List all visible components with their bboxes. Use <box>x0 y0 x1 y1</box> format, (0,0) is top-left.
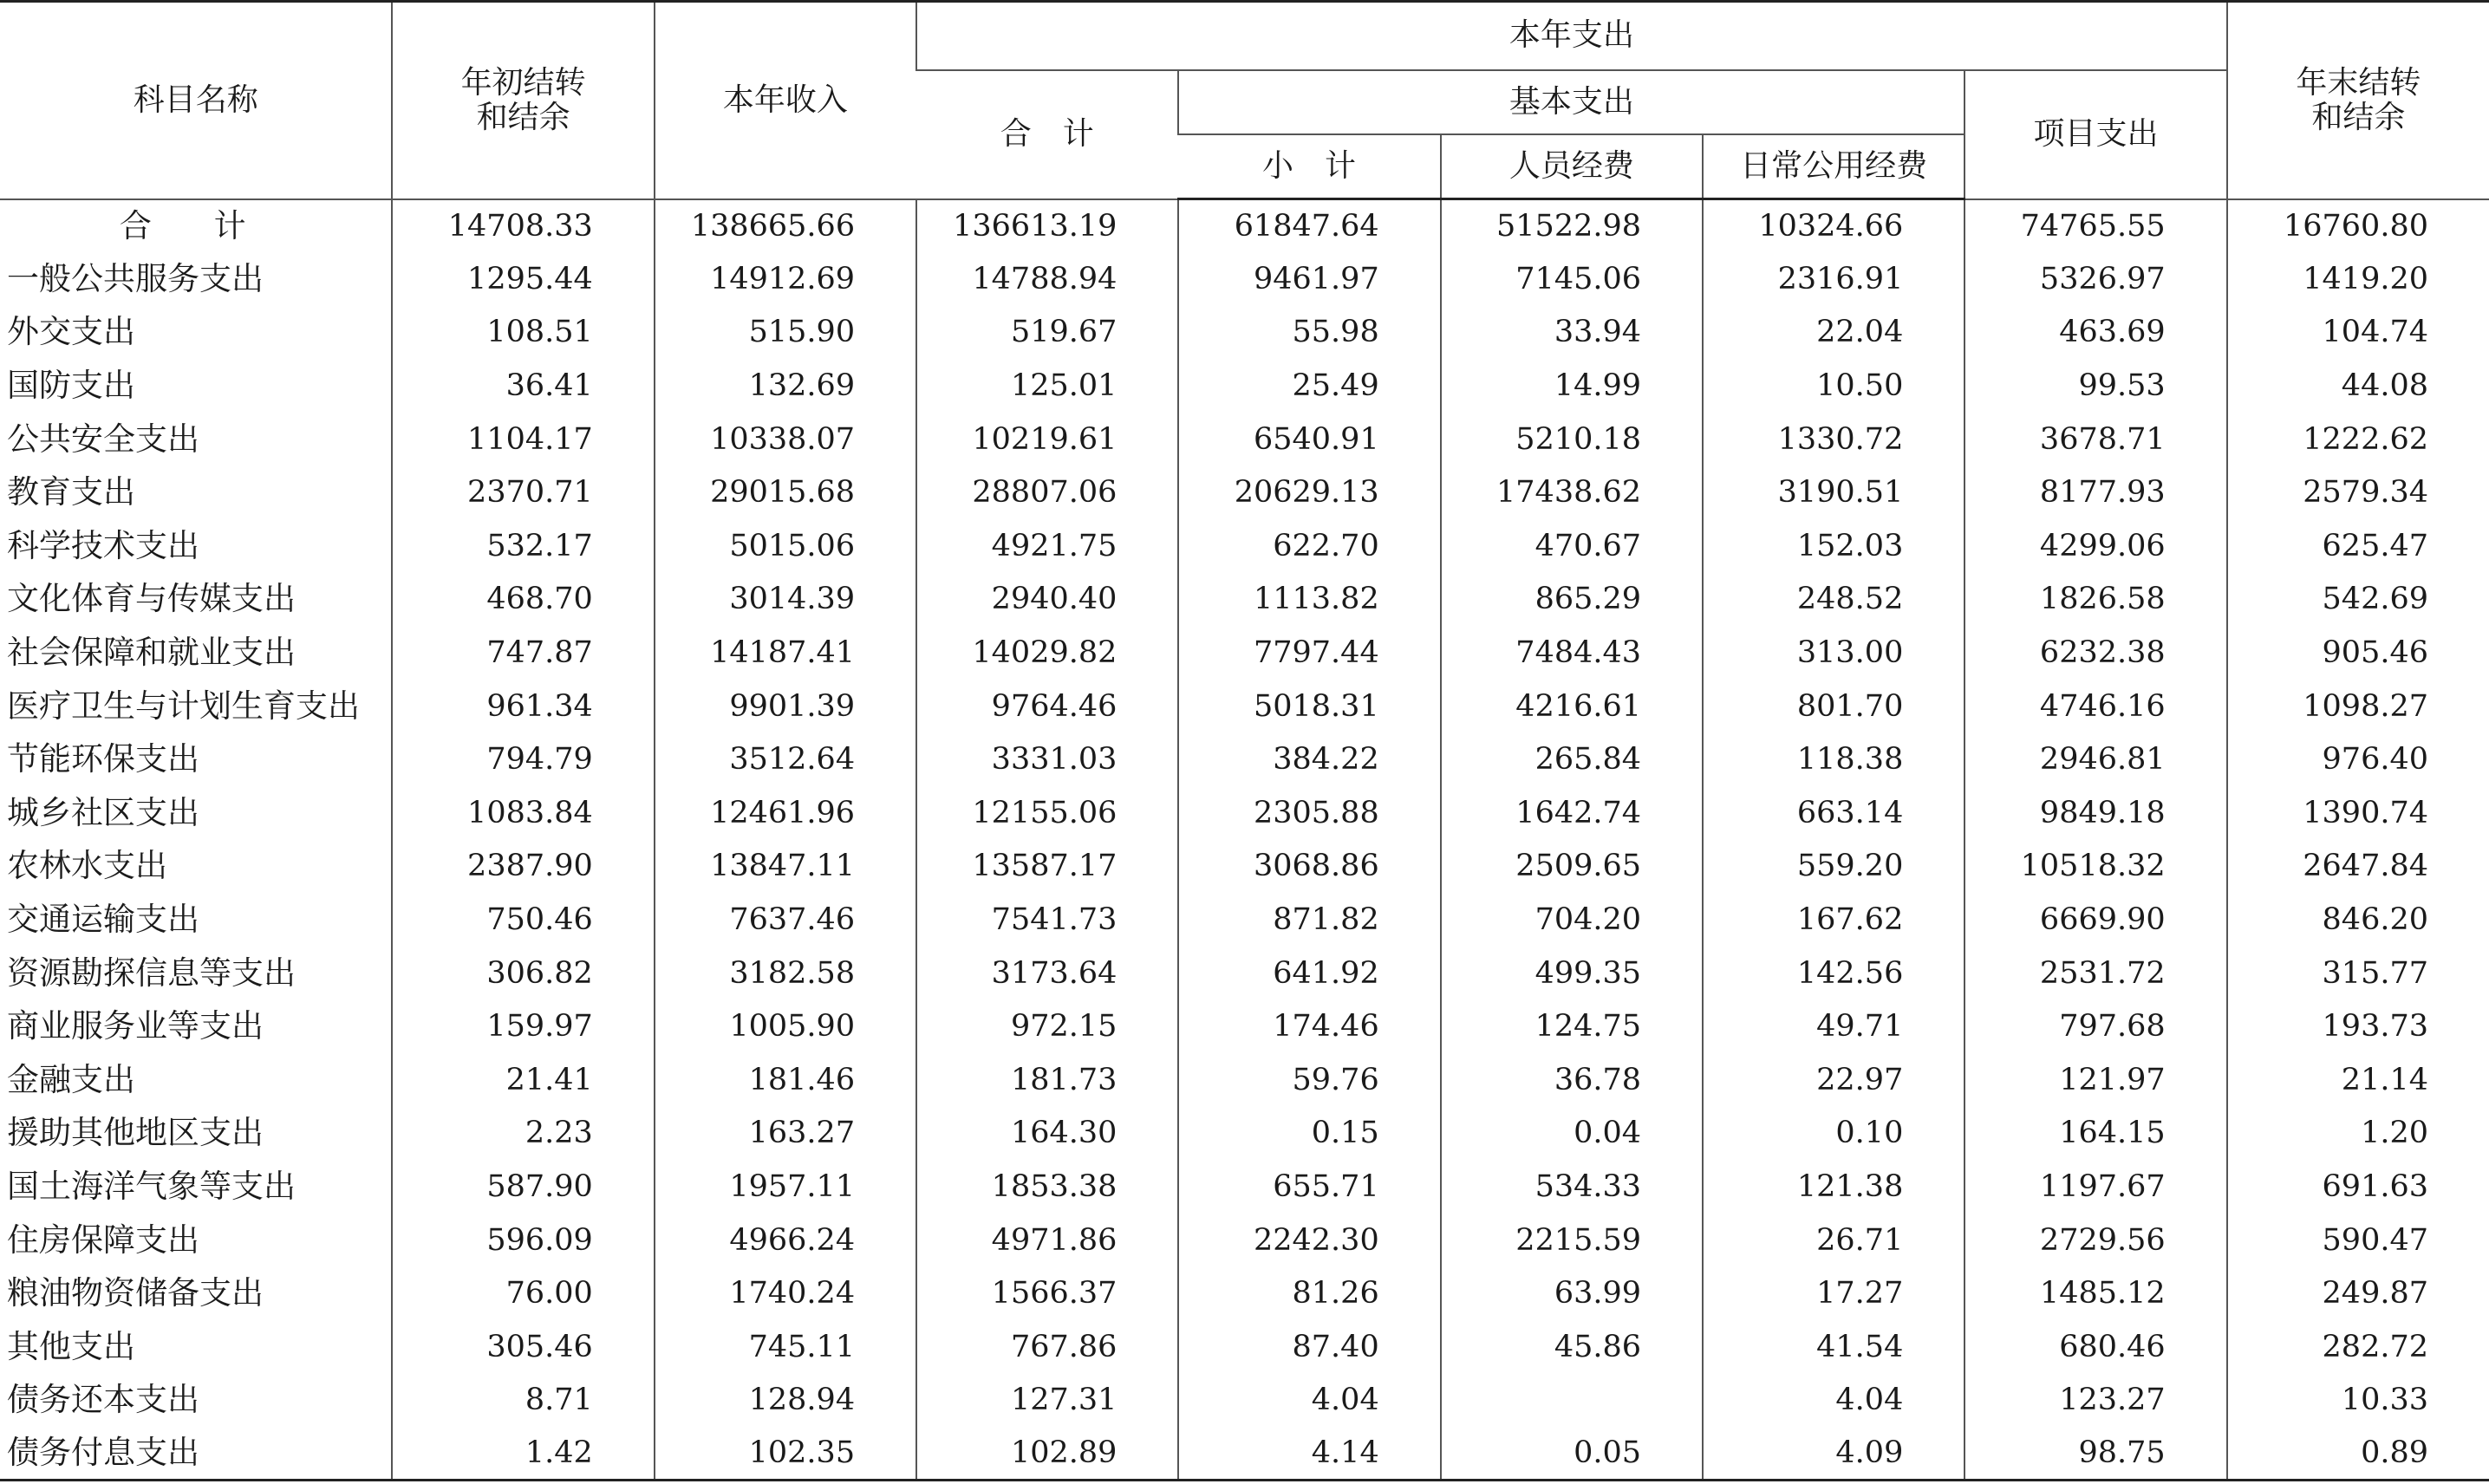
cell-c5: 704.20 <box>1441 893 1703 947</box>
cell-c5: 14.99 <box>1441 359 1703 413</box>
cell-c8: 1419.20 <box>2227 252 2489 306</box>
table-row <box>0 1374 2489 1428</box>
table-row <box>0 1214 2489 1267</box>
cell-c2: 515.90 <box>655 306 916 360</box>
row-subject-name: 援助其他地区支出 <box>7 1114 264 1152</box>
cell-c2: 10338.07 <box>655 413 916 466</box>
cell-c6: 10.50 <box>1703 359 1964 413</box>
cell-c3: 1853.38 <box>916 1160 1178 1214</box>
cell-c5: 7145.06 <box>1441 252 1703 306</box>
table-row <box>0 1160 2489 1214</box>
cell-c1: 961.34 <box>392 680 654 733</box>
cell-c2: 3512.64 <box>655 732 916 786</box>
table-row <box>0 1427 2489 1481</box>
cell-c5: 4216.61 <box>1441 680 1703 733</box>
row-subject-name: 金融支出 <box>7 1060 135 1098</box>
cell-c4: 55.98 <box>1178 306 1440 360</box>
cell-c4: 0.15 <box>1178 1107 1440 1161</box>
cell-c3: 519.67 <box>916 306 1178 360</box>
cell-c8: 104.74 <box>2227 306 2489 360</box>
cell-c3: 164.30 <box>916 1107 1178 1161</box>
table-row <box>0 465 2489 519</box>
cell-c3: 13587.17 <box>916 840 1178 894</box>
cell-c8: 691.63 <box>2227 1160 2489 1214</box>
cell-c3: 136613.19 <box>916 199 1178 253</box>
cell-c5: 63.99 <box>1441 1266 1703 1320</box>
cell-c1: 36.41 <box>392 359 654 413</box>
row-subject-name: 合 计 <box>119 206 272 244</box>
cell-c6: 49.71 <box>1703 999 1964 1053</box>
cell-c3: 9764.46 <box>916 680 1178 733</box>
cell-c5: 2215.59 <box>1441 1214 1703 1267</box>
cell-c3: 12155.06 <box>916 786 1178 840</box>
cell-c1: 2387.90 <box>392 840 654 894</box>
row-subject-name: 债务付息支出 <box>0 1427 392 1481</box>
cell-c4: 25.49 <box>1178 359 1440 413</box>
cell-c4: 4.04 <box>1178 1374 1440 1428</box>
cell-c8: 193.73 <box>2227 999 2489 1053</box>
cell-c7: 74765.55 <box>1964 199 2226 253</box>
cell-c1: 108.51 <box>392 306 654 360</box>
header-opening-balance <box>392 2 654 199</box>
row-subject-name: 外交支出 <box>7 313 135 351</box>
cell-c7: 3678.71 <box>1964 413 2226 466</box>
cell-c5: 17438.62 <box>1441 465 1703 519</box>
cell-c8: 21.14 <box>2227 1053 2489 1107</box>
cell-c4: 3068.86 <box>1178 840 1440 894</box>
cell-c7: 123.27 <box>1964 1374 2226 1428</box>
cell-c5: 0.05 <box>1441 1427 1703 1481</box>
cell-c3: 181.73 <box>916 1053 1178 1107</box>
header-subtotal: 小 计 <box>1178 134 1440 199</box>
cell-c6: 3190.51 <box>1703 465 1964 519</box>
table-row <box>0 893 2489 947</box>
cell-c1: 1295.44 <box>392 252 654 306</box>
cell-c5 <box>1441 1374 1703 1428</box>
cell-c4: 2305.88 <box>1178 786 1440 840</box>
cell-c5: 265.84 <box>1441 732 1703 786</box>
cell-c8: 0.89 <box>2227 1427 2489 1481</box>
cell-c1: 2370.71 <box>392 465 654 519</box>
row-subject-name: 交通运输支出 <box>7 901 199 939</box>
header-public: 日常公用经费 <box>1703 134 1964 199</box>
cell-c4: 655.71 <box>1178 1160 1440 1214</box>
cell-c5: 0.04 <box>1441 1107 1703 1161</box>
cell-c2: 12461.96 <box>655 786 916 840</box>
table-row <box>0 519 2489 573</box>
cell-c3: 127.31 <box>916 1374 1178 1428</box>
table-header <box>0 2 2489 199</box>
cell-c2: 14912.69 <box>655 252 916 306</box>
cell-c7: 2946.81 <box>1964 732 2226 786</box>
cell-c2: 181.46 <box>655 1053 916 1107</box>
cell-c6: 4.04 <box>1703 1374 1964 1428</box>
cell-c3: 14788.94 <box>916 252 1178 306</box>
row-subject-name: 教育支出 <box>7 473 135 511</box>
header-project: 项目支出 <box>1964 70 2226 199</box>
table-row <box>0 840 2489 894</box>
table-row <box>0 947 2489 1000</box>
cell-c7: 164.15 <box>1964 1107 2226 1161</box>
cell-c7: 2531.72 <box>1964 947 2226 1000</box>
header-income: 本年收入 <box>655 2 916 199</box>
cell-c2: 29015.68 <box>655 465 916 519</box>
cell-c3: 972.15 <box>916 999 1178 1053</box>
cell-c8: 2647.84 <box>2227 840 2489 894</box>
cell-c2: 1005.90 <box>655 999 916 1053</box>
cell-c6: 118.38 <box>1703 732 1964 786</box>
cell-c6: 142.56 <box>1703 947 1964 1000</box>
cell-c7: 1826.58 <box>1964 573 2226 627</box>
row-subject-name: 文化体育与传媒支出 <box>7 580 296 618</box>
cell-c5: 5210.18 <box>1441 413 1703 466</box>
cell-c1: 1104.17 <box>392 413 654 466</box>
cell-c1: 159.97 <box>392 999 654 1053</box>
cell-c2: 1957.11 <box>655 1160 916 1214</box>
cell-c8: 315.77 <box>2227 947 2489 1000</box>
cell-c7: 1485.12 <box>1964 1266 2226 1320</box>
cell-c2: 3014.39 <box>655 573 916 627</box>
cell-c2: 3182.58 <box>655 947 916 1000</box>
cell-c8: 905.46 <box>2227 626 2489 680</box>
cell-c3: 28807.06 <box>916 465 1178 519</box>
cell-c3: 767.86 <box>916 1320 1178 1374</box>
table-row <box>0 359 2489 413</box>
table-row <box>0 1266 2489 1320</box>
cell-c2: 132.69 <box>655 359 916 413</box>
cell-c8: 590.47 <box>2227 1214 2489 1267</box>
cell-c8: 1222.62 <box>2227 413 2489 466</box>
cell-c2: 4966.24 <box>655 1214 916 1267</box>
cell-c1: 2.23 <box>392 1107 654 1161</box>
cell-c3: 4971.86 <box>916 1214 1178 1267</box>
cell-c3: 3331.03 <box>916 732 1178 786</box>
cell-c5: 2509.65 <box>1441 840 1703 894</box>
cell-c3: 125.01 <box>916 359 1178 413</box>
cell-c3: 2940.40 <box>916 573 1178 627</box>
cell-c6: 17.27 <box>1703 1266 1964 1320</box>
cell-c2: 7637.46 <box>655 893 916 947</box>
row-subject-name: 农林水支出 <box>7 847 167 885</box>
cell-c8: 44.08 <box>2227 359 2489 413</box>
cell-c6: 26.71 <box>1703 1214 1964 1267</box>
cell-c8: 1.20 <box>2227 1107 2489 1161</box>
cell-c5: 51522.98 <box>1441 199 1703 253</box>
cell-c2: 128.94 <box>655 1374 916 1428</box>
cell-c8: 1098.27 <box>2227 680 2489 733</box>
row-subject-name: 资源勘探信息等支出 <box>7 954 296 992</box>
cell-c4: 4.14 <box>1178 1427 1440 1481</box>
row-subject-name: 城乡社区支出 <box>7 793 199 831</box>
table-row <box>0 999 2489 1053</box>
cell-c8: 2579.34 <box>2227 465 2489 519</box>
cell-c7: 1197.67 <box>1964 1160 2226 1214</box>
header-total: 合 计 <box>916 70 1178 199</box>
table-row <box>0 199 2489 253</box>
table-row <box>0 1320 2489 1374</box>
cell-c4: 871.82 <box>1178 893 1440 947</box>
header-personnel: 人员经费 <box>1441 134 1703 199</box>
cell-c1: 532.17 <box>392 519 654 573</box>
cell-c6: 22.97 <box>1703 1053 1964 1107</box>
cell-c1: 306.82 <box>392 947 654 1000</box>
cell-c6: 0.10 <box>1703 1107 1964 1161</box>
table-row <box>0 1053 2489 1107</box>
cell-c8: 16760.80 <box>2227 199 2489 253</box>
cell-c7: 797.68 <box>1964 999 2226 1053</box>
cell-c5: 534.33 <box>1441 1160 1703 1214</box>
cell-c7: 6669.90 <box>1964 893 2226 947</box>
cell-c2: 138665.66 <box>655 199 916 253</box>
cell-c4: 20629.13 <box>1178 465 1440 519</box>
cell-c7: 98.75 <box>1964 1427 2226 1481</box>
header-closing-balance <box>2227 2 2489 199</box>
cell-c2: 5015.06 <box>655 519 916 573</box>
cell-c7: 121.97 <box>1964 1053 2226 1107</box>
cell-c3: 1566.37 <box>916 1266 1178 1320</box>
cell-c5: 45.86 <box>1441 1320 1703 1374</box>
cell-c4: 384.22 <box>1178 732 1440 786</box>
cell-c4: 1113.82 <box>1178 573 1440 627</box>
cell-c4: 81.26 <box>1178 1266 1440 1320</box>
cell-c7: 8177.93 <box>1964 465 2226 519</box>
cell-c1: 14708.33 <box>392 199 654 253</box>
cell-c5: 865.29 <box>1441 573 1703 627</box>
cell-c3: 10219.61 <box>916 413 1178 466</box>
row-subject-name: 粮油物资储备支出 <box>7 1274 264 1312</box>
cell-c4: 6540.91 <box>1178 413 1440 466</box>
table-row <box>0 626 2489 680</box>
cell-c7: 5326.97 <box>1964 252 2226 306</box>
cell-c3: 14029.82 <box>916 626 1178 680</box>
cell-c7: 10518.32 <box>1964 840 2226 894</box>
cell-c6: 167.62 <box>1703 893 1964 947</box>
cell-c6: 4.09 <box>1703 1427 1964 1481</box>
cell-c2: 102.35 <box>655 1427 916 1481</box>
cell-c4: 7797.44 <box>1178 626 1440 680</box>
row-subject-name: 社会保障和就业支出 <box>7 634 296 672</box>
row-subject-name: 住房保障支出 <box>7 1220 199 1259</box>
cell-c7: 99.53 <box>1964 359 2226 413</box>
cell-c5: 33.94 <box>1441 306 1703 360</box>
cell-c6: 313.00 <box>1703 626 1964 680</box>
cell-c4: 9461.97 <box>1178 252 1440 306</box>
cell-c7: 6232.38 <box>1964 626 2226 680</box>
row-subject-name: 一般公共服务支出 <box>7 259 264 297</box>
cell-c7: 4299.06 <box>1964 519 2226 573</box>
cell-c1: 1.42 <box>392 1427 654 1481</box>
cell-c6: 41.54 <box>1703 1320 1964 1374</box>
table-row <box>0 680 2489 733</box>
cell-c8: 1390.74 <box>2227 786 2489 840</box>
row-subject-name: 债务还本支出 <box>7 1381 199 1419</box>
cell-c8: 542.69 <box>2227 573 2489 627</box>
cell-c7: 4746.16 <box>1964 680 2226 733</box>
cell-c1: 468.70 <box>392 573 654 627</box>
cell-c2: 14187.41 <box>655 626 916 680</box>
cell-c8: 976.40 <box>2227 732 2489 786</box>
cell-c1: 747.87 <box>392 626 654 680</box>
cell-c6: 1330.72 <box>1703 413 1964 466</box>
row-subject-name: 其他支出 <box>7 1327 135 1365</box>
cell-c8: 846.20 <box>2227 893 2489 947</box>
cell-c8: 625.47 <box>2227 519 2489 573</box>
row-subject-name: 医疗卫生与计划生育支出 <box>7 687 360 725</box>
header-opening-balance-label: 年初结转 和结余 <box>460 64 586 135</box>
table-row <box>0 786 2489 840</box>
cell-c3: 7541.73 <box>916 893 1178 947</box>
cell-c4: 59.76 <box>1178 1053 1440 1107</box>
cell-c1: 21.41 <box>392 1053 654 1107</box>
cell-c5: 1642.74 <box>1441 786 1703 840</box>
cell-c5: 470.67 <box>1441 519 1703 573</box>
cell-c4: 61847.64 <box>1178 199 1440 253</box>
cell-c7: 463.69 <box>1964 306 2226 360</box>
cell-c6: 10324.66 <box>1703 199 1964 253</box>
cell-c2: 13847.11 <box>655 840 916 894</box>
cell-c3: 4921.75 <box>916 519 1178 573</box>
cell-c2: 9901.39 <box>655 680 916 733</box>
table-row <box>0 1107 2489 1161</box>
header-expenditure: 本年支出 <box>916 2 2227 70</box>
cell-c5: 7484.43 <box>1441 626 1703 680</box>
cell-c1: 76.00 <box>392 1266 654 1320</box>
row-subject-name: 国防支出 <box>7 367 135 405</box>
cell-c6: 121.38 <box>1703 1160 1964 1214</box>
cell-c5: 36.78 <box>1441 1053 1703 1107</box>
cell-c2: 163.27 <box>655 1107 916 1161</box>
cell-c3: 102.89 <box>916 1427 1178 1481</box>
cell-c8: 249.87 <box>2227 1266 2489 1320</box>
cell-c1: 8.71 <box>392 1374 654 1428</box>
table-row <box>0 573 2489 627</box>
cell-c1: 305.46 <box>392 1320 654 1374</box>
cell-c7: 9849.18 <box>1964 786 2226 840</box>
cell-c5: 499.35 <box>1441 947 1703 1000</box>
cell-c1: 596.09 <box>392 1214 654 1267</box>
table-row <box>0 732 2489 786</box>
cell-c6: 801.70 <box>1703 680 1964 733</box>
cell-c2: 745.11 <box>655 1320 916 1374</box>
cell-c8: 282.72 <box>2227 1320 2489 1374</box>
cell-c4: 2242.30 <box>1178 1214 1440 1267</box>
row-subject-name: 科学技术支出 <box>7 526 199 564</box>
cell-c3: 3173.64 <box>916 947 1178 1000</box>
cell-c6: 559.20 <box>1703 840 1964 894</box>
table-row <box>0 306 2489 360</box>
row-subject-name: 商业服务业等支出 <box>7 1007 264 1045</box>
cell-c7: 2729.56 <box>1964 1214 2226 1267</box>
table-body <box>0 199 2489 1481</box>
cell-c6: 2316.91 <box>1703 252 1964 306</box>
table-row <box>0 252 2489 306</box>
header-closing-balance-label: 年末结转 和结余 <box>2296 64 2421 135</box>
cell-c4: 87.40 <box>1178 1320 1440 1374</box>
cell-c1: 1083.84 <box>392 786 654 840</box>
cell-c4: 174.46 <box>1178 999 1440 1053</box>
cell-c1: 750.46 <box>392 893 654 947</box>
cell-c1: 794.79 <box>392 732 654 786</box>
cell-c4: 641.92 <box>1178 947 1440 1000</box>
cell-c4: 622.70 <box>1178 519 1440 573</box>
row-subject-name: 国土海洋气象等支出 <box>7 1167 296 1205</box>
cell-c2: 1740.24 <box>655 1266 916 1320</box>
cell-c8: 10.33 <box>2227 1374 2489 1428</box>
cell-c6: 248.52 <box>1703 573 1964 627</box>
row-subject-name: 节能环保支出 <box>7 740 199 778</box>
header-basic: 基本支出 <box>1178 70 1964 134</box>
row-subject-name: 公共安全支出 <box>7 420 199 458</box>
cell-c1: 587.90 <box>392 1160 654 1214</box>
header-subject-name: 科目名称 <box>0 2 392 199</box>
cell-c7: 680.46 <box>1964 1320 2226 1374</box>
cell-c6: 152.03 <box>1703 519 1964 573</box>
cell-c5: 124.75 <box>1441 999 1703 1053</box>
cell-c6: 663.14 <box>1703 786 1964 840</box>
table-row <box>0 413 2489 466</box>
cell-c4: 5018.31 <box>1178 680 1440 733</box>
cell-c6: 22.04 <box>1703 306 1964 360</box>
